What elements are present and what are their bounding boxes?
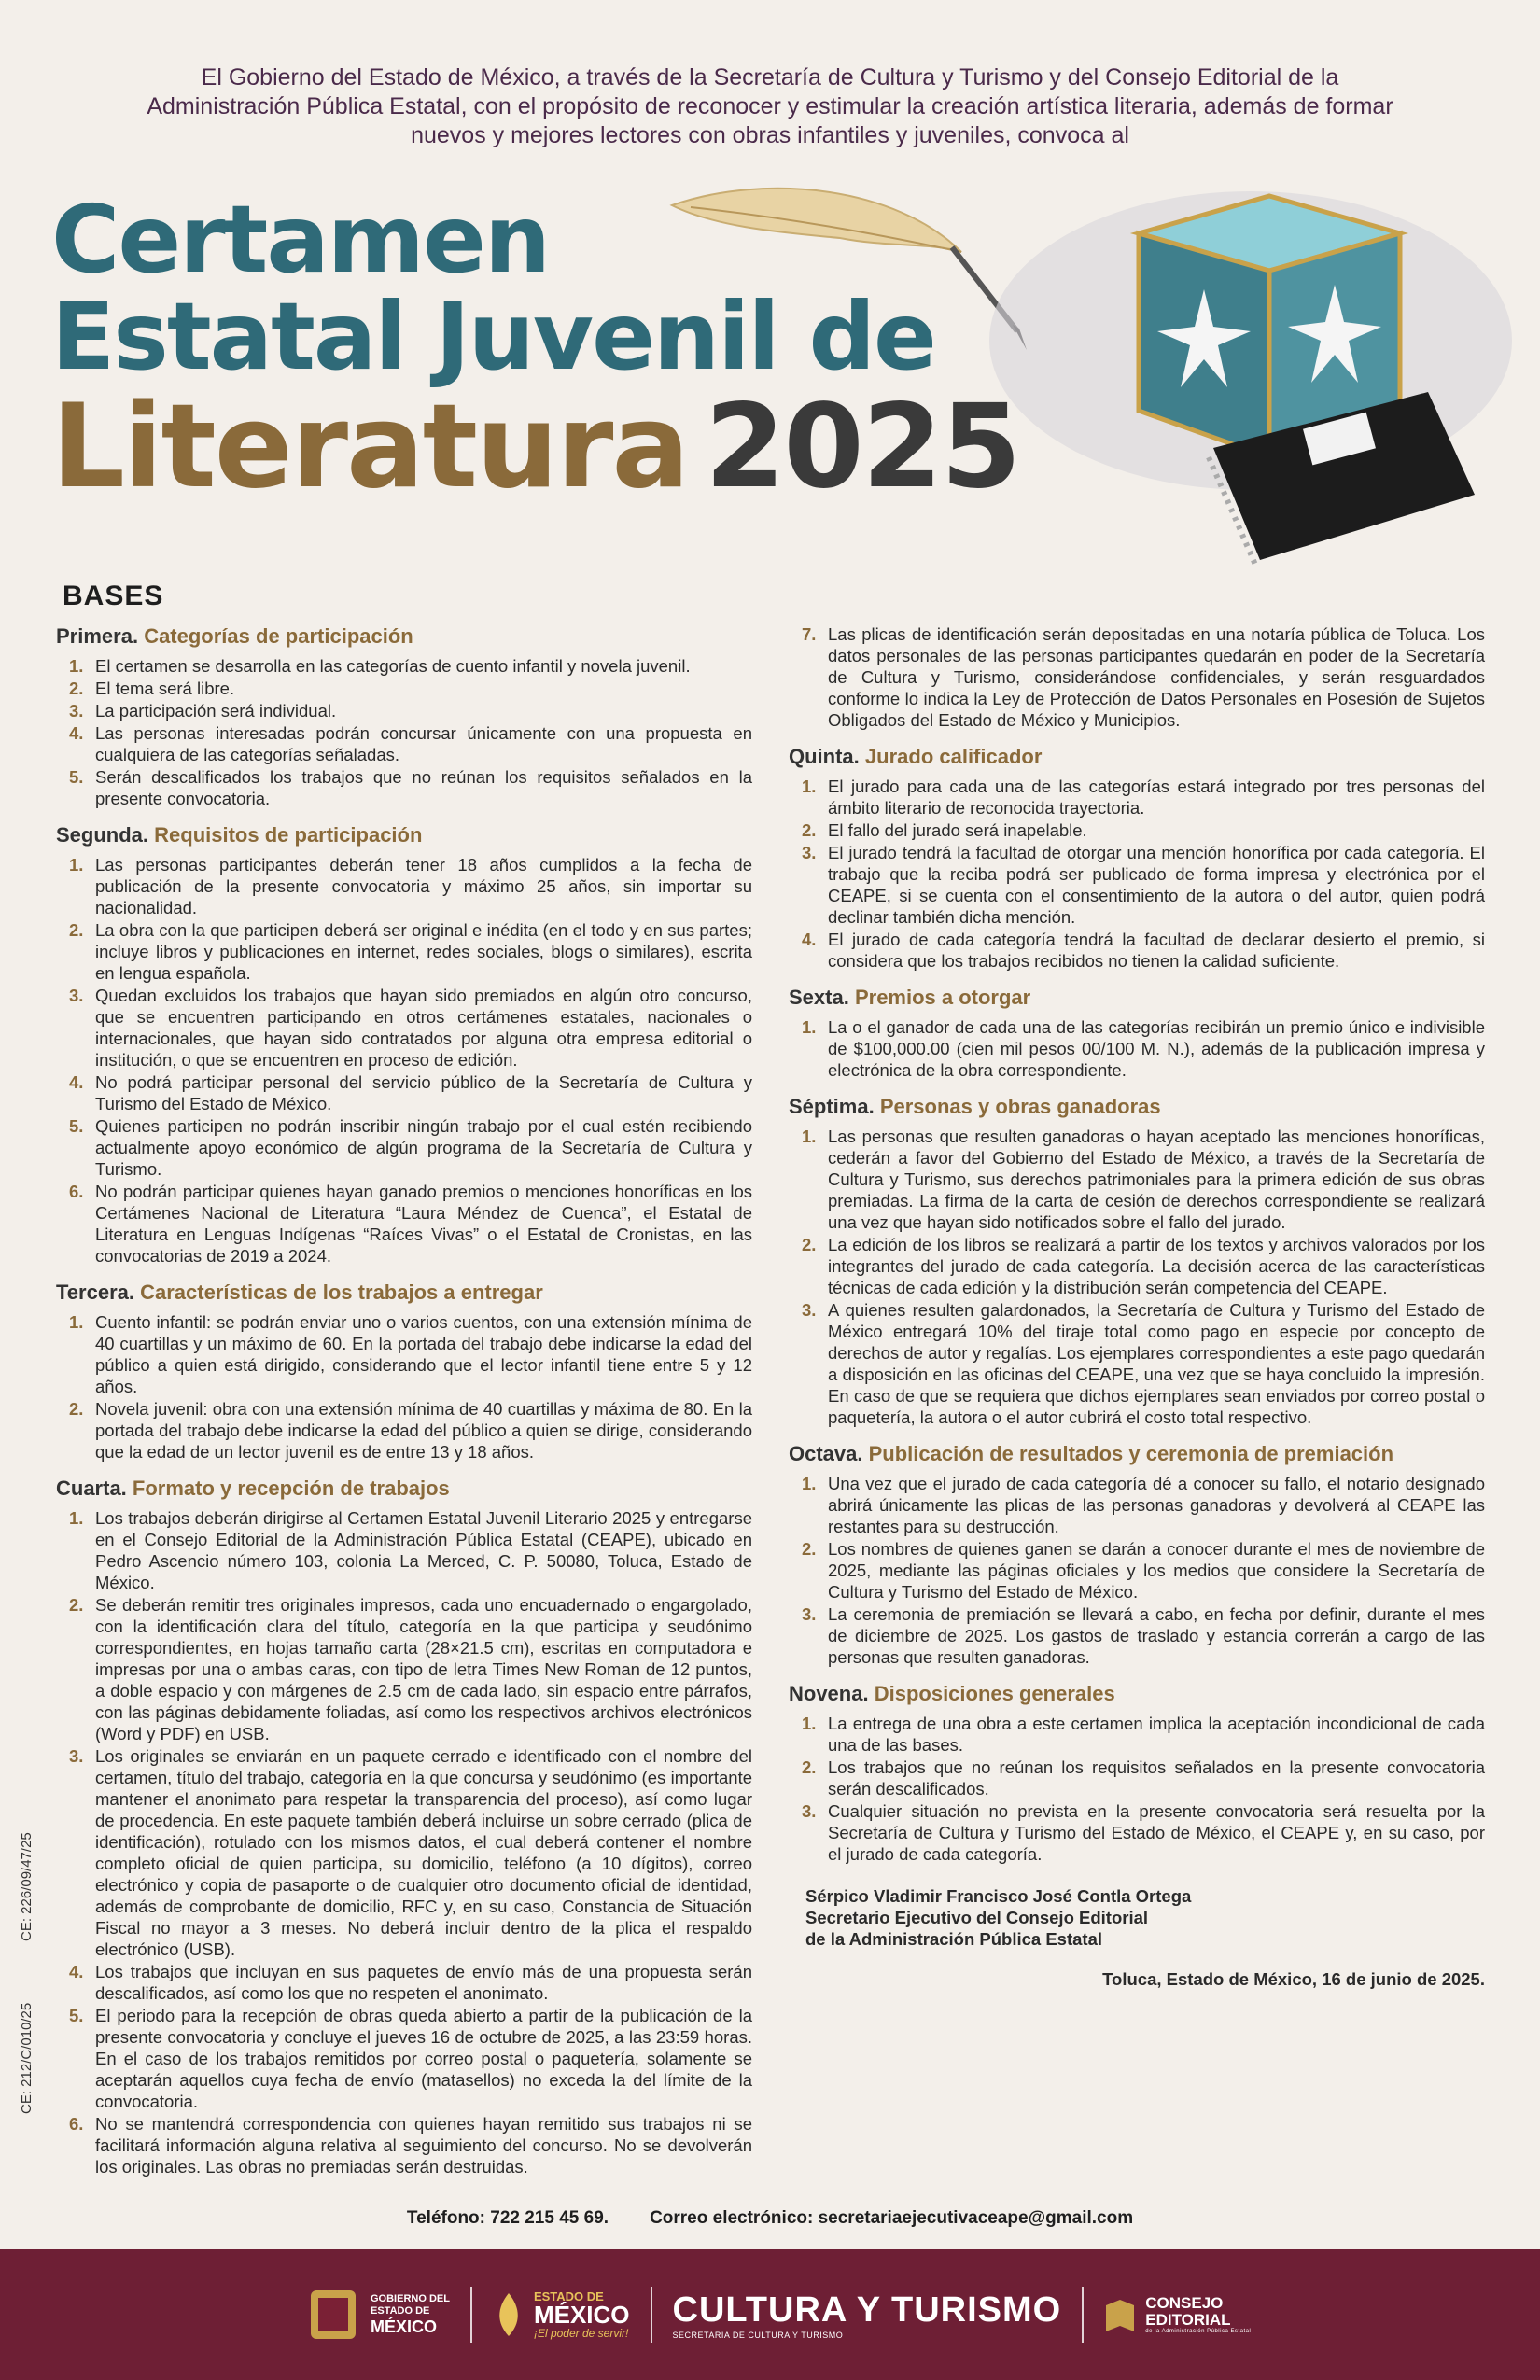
title-line-1: Certamen — [51, 185, 550, 294]
signature-block — [789, 1885, 1485, 1950]
list-item: 2. Los trabajos que no reúnan los requisitos señalados en la presente convocatoria serán descalificados. — [802, 1757, 1485, 1799]
bases-heading: BASES — [63, 581, 164, 611]
section-heading: Cuarta. Formato y recepción de trabajos — [56, 1477, 450, 1500]
section-heading: Segunda. Requisitos de participación — [56, 823, 423, 847]
section-heading: Primera. Categorías de participación — [56, 624, 413, 648]
section-heading: Octava. Publicación de resultados y ceremonia de premiación — [789, 1442, 1394, 1465]
list-item: 4. El jurado de cada categoría tendrá la facultad de declarar desierto el premio, si considera que los trabajos recibidos no tienen la calidad suficiente. — [802, 930, 1485, 971]
list-item: 3. A quienes resulten galardonados, la Secretaría de Cultura y Turismo del Estado de México entregará 10% del tiraje total como pago en especie por concepto de derechos de autor y regalías. Los ejemplares correspondientes a este pago quedarán a disposición en las oficinas del CEAPE, una vez que se haya concluido la impresión. En caso de que se requiera que dichos ejemplares sean enviados por correo postal o paquetería, la autora o el autor cubrirá el costo total respectivo. — [802, 1300, 1485, 1427]
section-quinta — [789, 744, 1485, 972]
title-literatura: Literatura — [51, 380, 689, 514]
section-sexta — [789, 985, 1485, 1081]
section-tercera — [56, 1280, 752, 1463]
list-item: 1. La o el ganador de cada una de las categorías recibirán un premio único e indivisible de $100,000.00 (cien mil pesos 00/100 M. N.), además de la publicación impresa y electrónica de la obra correspondiente. — [802, 1017, 1485, 1080]
signature-name: Sérpico Vladimir Francisco José Contla Ortega — [805, 1886, 1192, 1906]
list-item: 7. Las plicas de identificación serán depositadas en una notaría pública de Toluca. Los datos personales de las personas participantes quedarán en poder de la Secretaría de Cultura y Turismo, considerándose confidenciales, y serán resguardados conforme lo indica la Ley de Protección de Datos Personales en Posesión de Sujetos Obligados del Estado de México y Municipios. — [802, 624, 1485, 730]
illustration-quill-cube-notebook — [653, 177, 1512, 579]
right-column — [789, 623, 1485, 1990]
logo-cultura-turismo: CULTURA Y TURISMO SECRETARÍA DE CULTURA Y TURISMO — [672, 2289, 1062, 2340]
contact-line — [0, 2208, 1540, 2229]
list-item: 3. El jurado tendrá la facultad de otorgar una mención honorífica por cada categoría. El trabajo que la reciba podrá ser publicado de forma impresa y electrónica por el CEAPE, si se cuenta con el consentimiento de la autora o del autor, quien podrá declinar también dicha mención. — [802, 843, 1485, 927]
section-segunda — [56, 822, 752, 1267]
list-item: 1. Las personas participantes deberán tener 18 años cumplidos a la fecha de publicación de la presente convocatoria y máximo 25 años, sin importar su nacionalidad. — [69, 855, 752, 917]
section-séptima — [789, 1094, 1485, 1428]
list-item: 2. El tema será libre. — [69, 679, 235, 698]
intro-text: El Gobierno del Estado de México, a través de la Secretaría de Cultura y Turismo y del Consejo Editorial de la Administración Pública Estatal, con el propósito de reconocer y estimular la creación artística literaria, además de formar nuevos y mejores lectores con obras infantiles y juveniles, convoca al — [147, 64, 1393, 148]
list-item: 1. El certamen se desarrolla en las categorías de cuento infantil y novela juvenil. — [69, 656, 691, 676]
side-code-2: CE: 212/C/010/25 — [19, 2002, 35, 2114]
title-year: 2025 — [705, 380, 1020, 514]
list-item: 6. No podrán participar quienes hayan ganado premios o menciones honoríficas en los Certámenes Nacional de Literatura “Laura Méndez de Cuenca”, el Estatal de Literatura en Lenguas Indígenas “Raíces Vivas” o el Estatal de Cronistas, en las convocatorias de 2019 a 2024. — [69, 1182, 752, 1266]
flame-icon — [493, 2291, 525, 2338]
list-item: 1. La entrega de una obra a este certamen implica la aceptación incondicional de cada una de las bases. — [802, 1714, 1485, 1755]
left-column — [56, 623, 752, 2191]
logo-consejo-editorial: CONSEJO EDITORIAL de la Administración Pública Estatal — [1084, 2295, 1271, 2334]
list-item: 3. La ceremonia de premiación se llevará a cabo, en fecha por definir, durante el mes de diciembre de 2025. Los gastos de traslado y estancia correrán a cargo de las personas que resulten ganadoras. — [802, 1604, 1485, 1667]
right-sections — [789, 744, 1485, 1865]
list-item: 1. Las personas que resulten ganadoras o hayan aceptado las menciones honoríficas, cederán a favor del Gobierno del Estado de México, a través de la Secretaría de Cultura y Turismo, sus derechos patrimoniales para la primera edición de sus obras premiadas. La firma de la carta de cesión de derechos correspondiente se realizará una vez que hayan sido notificados sobre el fallo del jurado. — [802, 1127, 1485, 1232]
list-item: 2. La edición de los libros se realizará a partir de los textos y archivos valorados por los integrantes del jurado de cada categoría. La decisión acerca de las características técnicas de cada edición y la distribución serán competencia del CEAPE. — [802, 1235, 1485, 1297]
list-item: 3. Quedan excluidos los trabajos que hayan sido premiados en algún otro concurso, que se encuentren participando en otros certámenes estatales, nacionales o internacionales, que hayan sido contratados por alguna otra empresa editorial o institución, o que se encuentren en proceso de edición. — [69, 986, 752, 1070]
list-item: 2. El fallo del jurado será inapelable. — [802, 820, 1087, 840]
list-item: 2. Los nombres de quienes ganen se darán a conocer durante el mes de noviembre de 2025, mediante las páginas oficiales y los medios que considere la Secretaría de Cultura y Turismo del Estado de México. — [802, 1539, 1485, 1602]
section-heading: Tercera. Características de los trabajos a entregar — [56, 1281, 543, 1304]
quill-icon — [672, 189, 1027, 350]
list-item: 2. La obra con la que participen deberá ser original e inédita (en el todo y en sus partes; incluye libros y publicaciones en internet, redes sociales, blogs o similares), escrita en lengua española. — [69, 920, 752, 983]
list-item: 1. El jurado para cada una de las categorías estará integrado por tres personas del ámbito literario de reconocida trayectoria. — [802, 777, 1485, 818]
cuarta-continuation — [789, 623, 1485, 731]
title-line-2: Estatal Juvenil de — [51, 282, 935, 391]
list-item: 2. Se deberán remitir tres originales impresos, cada uno encuadernado o engargolado, con la identificación clara del título, categoría en la que participa y seudónimo correspondientes, en hojas tamaño carta (28×21.5 cm), escritas en computadora e impresas por una o ambas caras, con tipo de letra Times New Roman de 12 puntos, a doble espacio y con márgenes de 2.5 cm de cada lado, sin espacio entre párrafos, con las páginas debidamente foliadas, así como los respectivos archivos electrónicos (Word y PDF) en USB. — [69, 1595, 752, 1743]
list-item: 3. La participación será individual. — [69, 701, 337, 721]
list-item: 6. No se mantendrá correspondencia con quienes hayan remitido sus trabajos ni se facilitará información alguna relativa al seguimiento del concurso. No se devolverán los originales. Las obras no premiadas serán destruidas. — [69, 2114, 752, 2177]
section-cuarta — [56, 1476, 752, 2177]
section-heading: Novena. Disposiciones generales — [789, 1682, 1115, 1705]
place-date: Toluca, Estado de México, 16 de junio de 2025. — [1102, 1969, 1485, 1989]
list-item: 1. Cuento infantil: se podrán enviar uno o varios cuentos, con una extensión mínima de 40 cuartillas y un máximo de 60. En la portada del trabajo debe indicarse la edad del público a quien está dirigido, considerando que el lector infantil tiene entre 5 y 12 años. — [69, 1312, 752, 1396]
list-item: 1. Una vez que el jurado de cada categoría dé a conocer su fallo, el notario designado abrirá únicamente las plicas de las personas ganadoras y devolverá al CEAPE las restantes para su destrucción. — [802, 1474, 1485, 1536]
section-heading: Séptima. Personas y obras ganadoras — [789, 1095, 1161, 1118]
list-item: 4. No podrá participar personal del servicio público de la Secretaría de Cultura y Turismo del Estado de México. — [69, 1072, 752, 1113]
footer-logos — [285, 2268, 1271, 2361]
signature-role-1: Secretario Ejecutivo del Consejo Editorial — [805, 1908, 1149, 1927]
list-item: 2. Novela juvenil: obra con una extensión mínima de 40 cuartillas y máxima de 80. En la portada del trabajo debe indicarse la edad del público a quien se dirige, considerando que la edad de un lector juvenil es de entre 13 y 18 años. — [69, 1399, 752, 1462]
list-item: 3. Los originales se enviarán en un paquete cerrado e identificado con el nombre del certamen, título del trabajo, categoría en la que concursa y seudónimo (es importante mantener el anonimato para respetar la transparencia del proceso), así como lugar de procedencia. En este paquete también deberá incluirse un sobre cerrado (plica de identificación), rotulado con los mismos datos, el cual deberá contener el nombre completo oficial de quien participa, su domicilio, teléfono (a 10 dígitos), correo electrónico y copia de pasaporte o de cualquier otro documento oficial de identidad, además de comprobante de domicilio, RFC y, en su caso, Constancia de Situación Fiscal no mayor a 3 meses. No deberá incluir dentro de la plica el respaldo electrónico (USB). — [69, 1746, 752, 1959]
section-heading: Sexta. Premios a otorgar — [789, 986, 1031, 1009]
signature-role-2: de la Administración Pública Estatal — [805, 1929, 1103, 1949]
state-seal-icon — [305, 2285, 361, 2345]
list-item: 5. Serán descalificados los trabajos que no reúnan los requisitos señalados en la presente convocatoria. — [69, 767, 752, 808]
section-primera — [56, 623, 752, 809]
list-item: 4. Las personas interesadas podrán concursar únicamente con una propuesta en cualquiera de las categorías señaladas. — [69, 723, 752, 764]
section-octava — [789, 1441, 1485, 1668]
contact-email[interactable]: Correo electrónico: secretariaejecutivaceape@gmail.com — [650, 2208, 1134, 2228]
list-item: 3. Cualquier situación no prevista en la presente convocatoria será resuelta por la Secretaría de Cultura y Turismo del Estado de México, el CEAPE y, en su caso, por el jurado de cada categoría. — [802, 1801, 1485, 1864]
list-item: 5. Quienes participen no podrán inscribir ningún trabajo por el cual estén recibiendo actualmente apoyo económico de algún programa de la Secretaría de Cultura y Turismo. — [69, 1116, 752, 1179]
list-item: 5. El periodo para la recepción de obras queda abierto a partir de la publicación de la presente convocatoria y concluye el jueves 16 de octubre de 2025, a las 23:59 horas. En el caso de los trabajos remitidos por correo postal o paquetería, solamente se aceptarán aquellos cuya fecha de envío (matasellos) no exceda la del límite de la convocatoria. — [69, 2006, 752, 2111]
contact-phone: Teléfono: 722 215 45 69. — [406, 2208, 609, 2228]
book-icon — [1104, 2296, 1136, 2333]
section-heading: Quinta. Jurado calificador — [789, 745, 1043, 768]
list-item: 4. Los trabajos que incluyan en sus paquetes de envío más de una propuesta serán descalificados, así como los que no respeten el anonimato. — [69, 1962, 752, 2003]
logo-estado-mexico: ESTADO DE MÉXICO ¡El poder de servir! — [472, 2290, 651, 2340]
side-code-1: CE: 226/09/47/25 — [19, 1832, 35, 1941]
section-novena — [789, 1681, 1485, 1865]
list-item: 1. Los trabajos deberán dirigirse al Certamen Estatal Juvenil Literario 2025 y entregarse en el Consejo Editorial de la Administración Pública Estatal (CEAPE), ubicado en Pedro Ascencio número 103, colonia La Merced, C. P. 50080, Toluca, Estado de México. — [69, 1508, 752, 1592]
logo-gobierno-edomex: GOBIERNO DEL ESTADO DE MÉXICO — [285, 2285, 470, 2345]
